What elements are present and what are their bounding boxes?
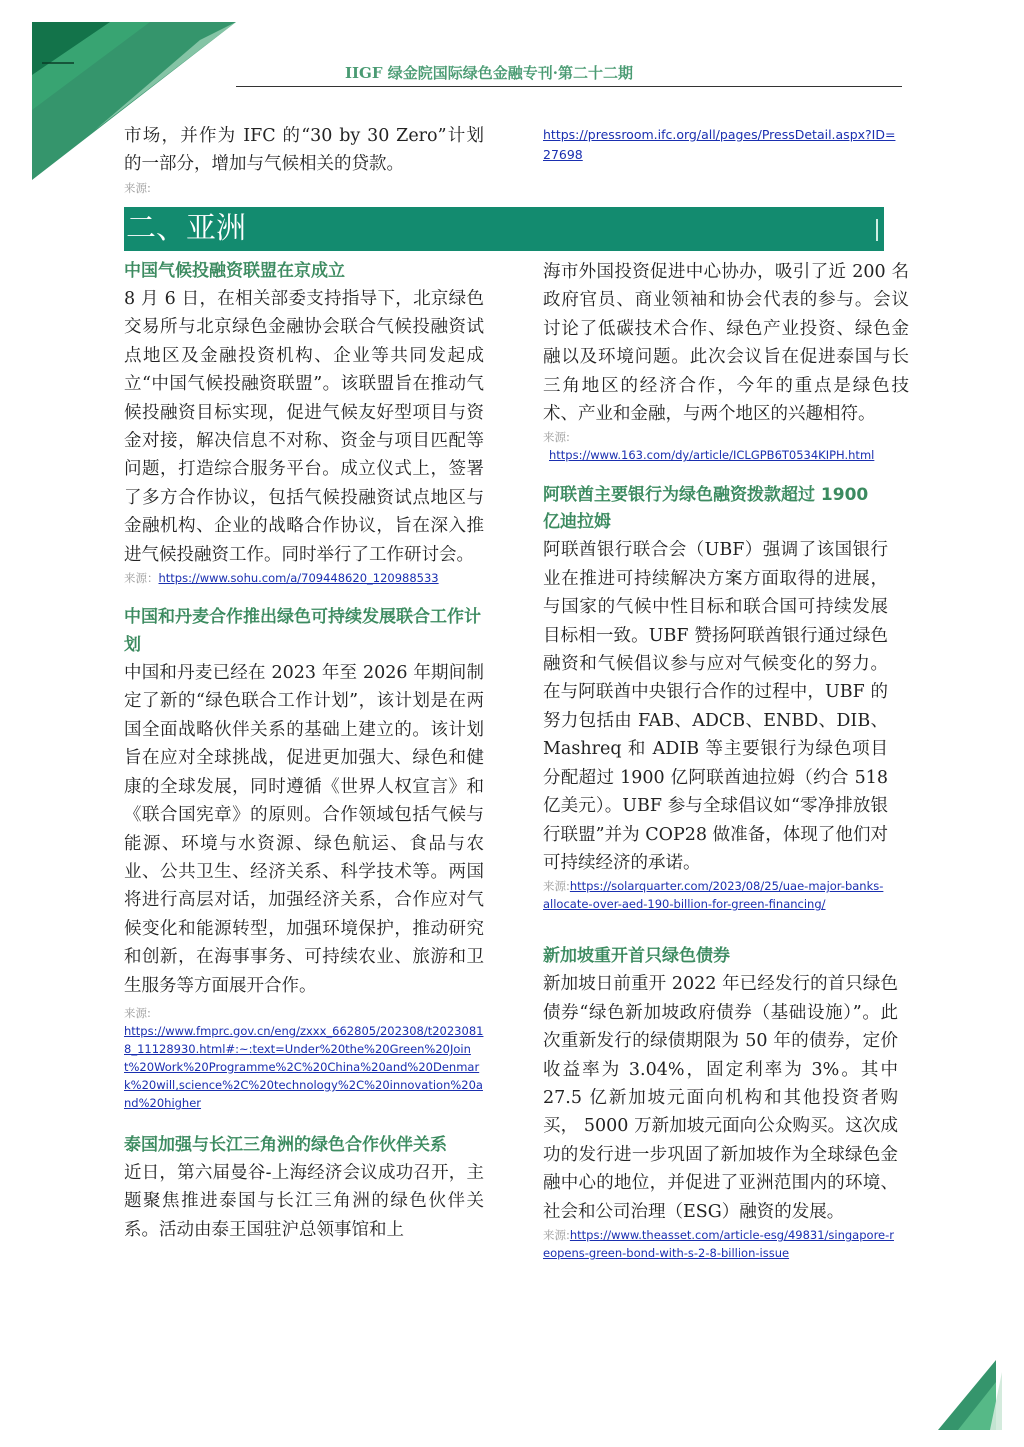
article-singapore-green-bond	[543, 943, 898, 1262]
article-source	[124, 1004, 484, 1112]
article-title: 阿联酋主要银行为绿色融资拨款超过 1900 亿迪拉姆	[543, 485, 869, 533]
section-title: 二、亚洲	[126, 211, 246, 246]
continuation-source-label: 来源:	[124, 180, 151, 195]
continuation-text: 市场，并作为 IFC 的“30 by 30 Zero”计划的一部分，增加与气候相关的贷款。	[124, 126, 484, 175]
source-label: 来源:	[543, 879, 570, 894]
article-china-climate-alliance	[124, 258, 484, 587]
article-body: 中国和丹麦已经在 2023 年至 2026 年期间制定了新的“绿色联合工作计划”，该计划是在两国全面战略伙伴关系的基础上建立的。该计划旨在应对全球挑战，促进更加强大、绿色和健康的全球发展，同时遵循《世界人权宣言》和《联合国宪章》的原则。合作领域包括气候与能源、环境与水资源、绿色航运、食品与农业、公共卫生、经济关系、科学技术等。两国将进行高层对话，加强经济关系，合作应对气候变化和能源转型，加强环境保护，推动研究和创新，在海事事务、可持续农业、旅游和卫生服务等方面展开合作。	[124, 663, 484, 996]
article-title: 中国气候投融资联盟在京成立	[124, 261, 345, 281]
article-source	[543, 428, 909, 464]
source-link[interactable]: https://www.theasset.com/article-esg/49831/singapore-reopens-green-bond-with-s-2-8-billion-issue	[543, 1227, 894, 1260]
article-body-part1: 近日，第六届曼谷-上海经济会议成功召开，主题聚焦推进泰国与长江三角洲的绿色伙伴关系。活动由泰王国驻沪总领事馆和上	[124, 1162, 484, 1240]
right-column	[543, 258, 909, 1262]
article-title: 新加坡重开首只绿色债券	[543, 946, 730, 967]
article-body-part2: 海市外国投资促进中心协办，吸引了近 200 名政府官员、商业领袖和协会代表的参与。会议讨论了低碳技术合作、绿色产业投资、绿色金融以及环境问题。此次会议旨在促进泰国与长三角地区的经济合作，今年的重点是绿色技术、产业和金融，与两个地区的兴趣相符。	[543, 262, 909, 425]
source-label: 来源:	[124, 1005, 151, 1020]
article-title: 中国和丹麦合作推出绿色可持续发展联合工作计划	[124, 607, 481, 656]
footer-corner-decoration	[930, 1352, 1010, 1432]
article-title: 泰国加强与长江三角洲的绿色合作伙伴关系	[124, 1134, 447, 1155]
section-header-asia	[124, 207, 884, 251]
article-uae-banks	[543, 482, 888, 913]
source-link[interactable]: https://www.sohu.com/a/709448620_120988533	[158, 571, 439, 586]
top-left-continuation	[124, 122, 484, 197]
header-divider	[236, 86, 902, 87]
source-label: 来源:	[543, 430, 570, 445]
left-column	[124, 258, 484, 1244]
continuation-source-link[interactable]: https://pressroom.ifc.org/all/pages/PressDetail.aspx?ID=27698	[543, 127, 896, 162]
article-source	[124, 569, 484, 587]
source-label: 来源：	[124, 571, 159, 586]
top-right-continuation	[543, 124, 903, 164]
article-source	[543, 877, 888, 913]
section-bar-accent	[876, 219, 878, 241]
header-title: IIGF 绿金院国际绿色金融专刊·第二十二期	[345, 64, 633, 82]
article-body: 8 月 6 日，在相关部委支持指导下，北京绿色交易所与北京绿色金融协会联合气候投融资试点地区及金融投资机构、企业等共同发起成立“中国气候投融资联盟”。该联盟旨在推动气候投融资目标实现，促进气候友好型项目与资金对接，解决信息不对称、资金与项目匹配等问题，打造综合服务平台。成立仪式上，签署了多方合作协议，包括气候投融资试点地区与金融机构、企业的战略合作协议，旨在深入推进气候投融资工作。同时举行了工作研讨会。	[124, 289, 484, 565]
article-china-denmark	[124, 603, 484, 1112]
article-body: 新加坡日前重开 2022 年已经发行的首只绿色债券“绿色新加坡政府债券（基础设施）”。此次重新发行的绿债期限为 50 年的债券，定价收益率为 3.04%，固定利率为 3%。其中 27.5 亿新加坡元面向机构和其他投资者购买， 5000 万新加坡元面向公众购买。这次成功的发行进一步巩固了新加坡作为全球绿色金融中心的地位，并促进了亚洲范围内的环境、社会和公司治理（ESG）融资的发展。	[543, 974, 898, 1222]
article-thailand-yangtze	[124, 1132, 484, 1244]
source-link[interactable]: https://www.163.com/dy/article/ICLGPB6T0534KIPH.html	[549, 448, 875, 463]
source-label: 来源:	[543, 1227, 570, 1242]
article-source	[543, 1226, 898, 1262]
source-link[interactable]: https://www.fmprc.gov.cn/eng/zxxx_662805/202308/t20230818_11128930.html#:~:text=Under%20the%20Green%20Joint%20Work%20Programme%2C%20China%20and%20Denmark%20will,science%2C%20technology%2C%20innovation%20and%20higher	[124, 1023, 484, 1110]
source-link[interactable]: https://solarquarter.com/2023/08/25/uae-major-banks-allocate-over-aed-190-billion-for-green-financing/	[543, 879, 884, 912]
article-body: 阿联酋银行联合会（UBF）强调了该国银行业在推进可持续解决方案方面取得的进展，与国家的气候中性目标和联合国可持续发展目标相一致。UBF 赞扬阿联酋银行通过绿色融资和气候倡议参与应对气候变化的努力。在与阿联酋中央银行合作的过程中，UBF 的努力包括由 FAB、ADCB、ENBD、DIB、Mashreq 和 ADIB 等主要银行为绿色项目分配超过 1900 亿阿联酋迪拉姆（约合 518 亿美元）。UBF 参与全球倡议如“零净排放银行联盟”并为 COP28 做准备，体现了他们对可持续经济的承诺。	[543, 540, 888, 873]
article-thailand-yangtze-continued	[543, 258, 909, 464]
